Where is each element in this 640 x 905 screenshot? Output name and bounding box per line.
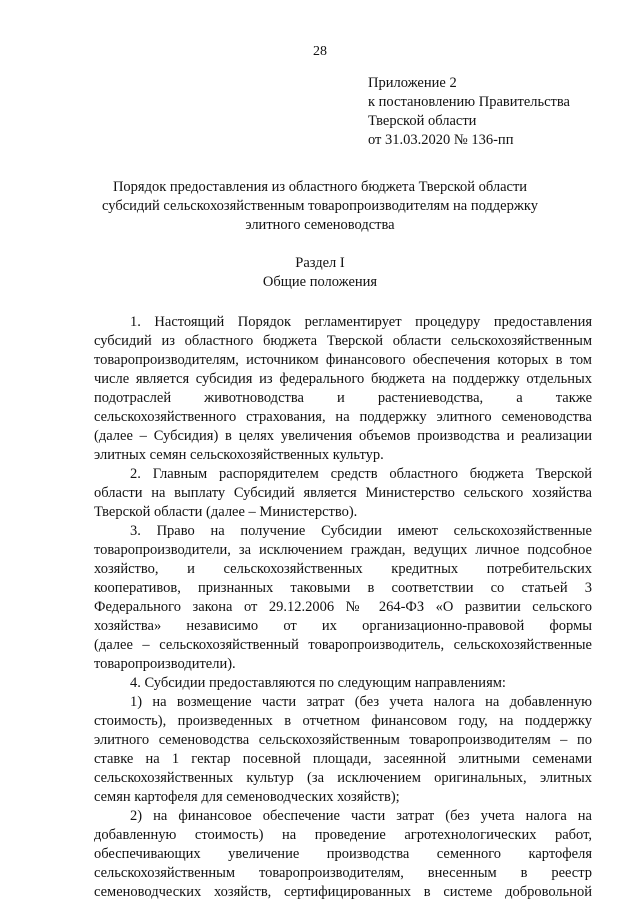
text-line: элитных семян сельскохозяйственных культур.	[94, 447, 384, 463]
paragraph-4	[94, 674, 592, 693]
text-line: ставке на 1 гектар посевной площади, засеянной элитными семенами	[94, 751, 592, 767]
text-line: стоимость), произведенных в отчетном финансовом году, на поддержку	[94, 713, 592, 729]
text-line: семян картофеля для семеноводческих хозяйств);	[94, 789, 400, 805]
text-line: добавленную стоимость) на проведение агротехнологических работ,	[94, 827, 592, 843]
text-line: 3. Право на получение Субсидии имеют сельскохозяйственные	[130, 523, 592, 539]
section-number: Раздел I	[295, 255, 345, 271]
text-line: хозяйства» независимо от их организационно-правовой формы	[94, 618, 592, 634]
text-line: подотраслей животноводства и растениеводства, а также	[94, 390, 592, 406]
document-title	[60, 178, 580, 235]
paragraph-2	[94, 465, 592, 522]
appendix-line: Тверской области	[368, 113, 477, 129]
text-line: (далее – сельскохозяйственный товаропроизводитель, сельскохозяйственные	[94, 637, 592, 653]
text-line: (далее – Субсидия) в целях увеличения объемов производства и реализации	[94, 428, 592, 444]
paragraph-3	[94, 522, 592, 674]
paragraph-4-1	[94, 693, 592, 807]
text-line: Федерального закона от 29.12.2006 № 264-ФЗ «О развитии сельского	[94, 599, 592, 615]
text-line: 1. Настоящий Порядок регламентирует процедуру предоставления	[130, 314, 592, 330]
paragraph-4-2	[94, 807, 592, 902]
section-heading	[60, 254, 580, 292]
text-line: 2) на финансовое обеспечение части затрат (без учета налога на	[130, 808, 592, 824]
text-line: 4. Субсидии предоставляются по следующим направлениям:	[130, 675, 506, 691]
appendix-line: Приложение 2	[368, 75, 457, 91]
appendix-line: к постановлению Правительства	[368, 94, 570, 110]
section-name: Общие положения	[262, 274, 378, 290]
text-line: числе является субсидия из федерального бюджета на поддержку отдельных	[94, 371, 592, 387]
text-line: семеноводческих хозяйств, сертифицированных в системе добровольной	[94, 884, 592, 900]
document-body	[94, 313, 592, 902]
text-line: обеспечивающих увеличение производства семенного картофеля	[94, 846, 592, 862]
text-line: области на выплату Субсидий является Министерство сельского хозяйства	[94, 485, 592, 501]
text-line: товаропроизводителям, источником финансового обеспечения которых в том	[94, 352, 592, 368]
title-line: субсидий сельскохозяйственным товаропроизводителям на поддержку	[102, 198, 538, 214]
text-line: 2. Главным распорядителем средств областного бюджета Тверской	[130, 466, 592, 482]
appendix-line: от 31.03.2020 № 136-пп	[368, 132, 514, 148]
text-line: элитного семеноводства сельскохозяйственным товаропроизводителям – по	[94, 732, 592, 748]
text-line: хозяйство, и сельскохозяйственных кредитных потребительских	[94, 561, 592, 577]
appendix-block	[368, 74, 570, 150]
text-line: сельскохозяйственного страхования, на поддержку элитного семеноводства	[94, 409, 592, 425]
title-line: элитного семеноводства	[245, 217, 395, 233]
page-number: 28	[313, 44, 327, 59]
title-line: Порядок предоставления из областного бюджета Тверской области	[112, 179, 528, 195]
paragraph-1	[94, 313, 592, 465]
text-line: субсидий из областного бюджета Тверской области сельскохозяйственным	[94, 333, 592, 349]
text-line: товаропроизводители).	[94, 656, 236, 672]
text-line: 1) на возмещение части затрат (без учета налога на добавленную	[130, 694, 592, 710]
text-line: сельскохозяйственных культур (за исключением оригинальных, элитных	[94, 770, 592, 786]
text-line: сельскохозяйственным товаропроизводителям, внесенным в реестр	[94, 865, 592, 881]
text-line: кооперативов, признанных таковыми в соответствии со статьей 3	[94, 580, 592, 596]
text-line: товаропроизводители, за исключением граждан, ведущих личное подсобное	[94, 542, 592, 558]
text-line: Тверской области (далее – Министерство).	[94, 504, 358, 520]
